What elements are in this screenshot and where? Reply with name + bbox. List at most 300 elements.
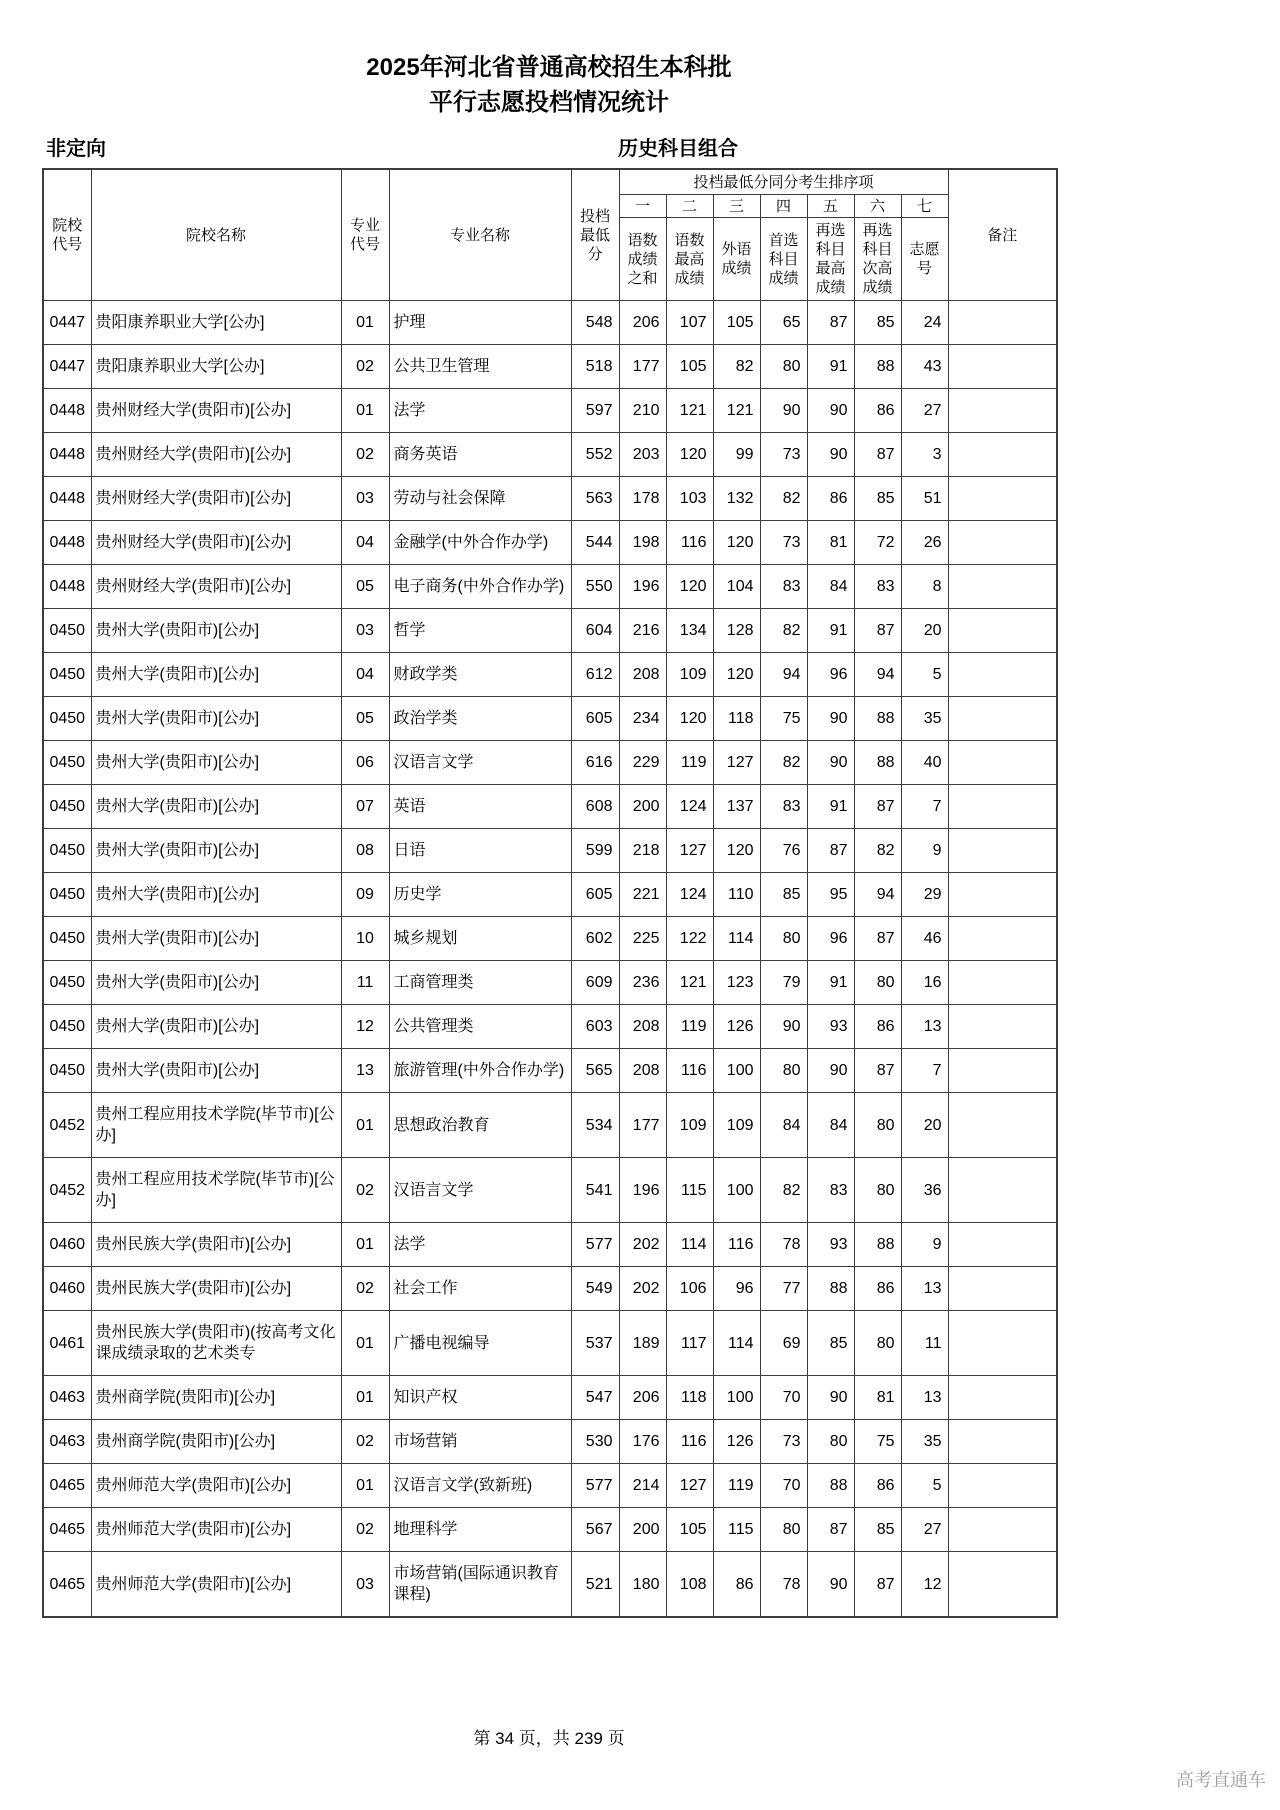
- remark-cell: [948, 741, 1057, 785]
- tie3-cell: 120: [713, 521, 760, 565]
- table-row: [43, 1508, 1057, 1552]
- tie1-cell: 200: [619, 785, 666, 829]
- tie1-cell: 202: [619, 1223, 666, 1267]
- tie4-cell: 70: [760, 1376, 807, 1420]
- tie6-cell: 80: [854, 1158, 901, 1223]
- tie7-cell: 5: [901, 1464, 948, 1508]
- min-score-cell: 518: [571, 345, 619, 389]
- tie3-cell: 127: [713, 741, 760, 785]
- college-name-cell: 贵州大学(贵阳市)[公办]: [91, 1049, 341, 1093]
- college-code-cell: 0450: [43, 829, 91, 873]
- college-name-cell: 贵州工程应用技术学院(毕节市)[公办]: [91, 1158, 341, 1223]
- college-code-cell: 0452: [43, 1158, 91, 1223]
- tie2-cell: 118: [666, 1376, 713, 1420]
- college-name-cell: 贵州财经大学(贵阳市)[公办]: [91, 521, 341, 565]
- tie1-cell: 208: [619, 1005, 666, 1049]
- tie7-cell: 13: [901, 1376, 948, 1420]
- remark-cell: [948, 1508, 1057, 1552]
- remark-cell: [948, 961, 1057, 1005]
- tie-column-label: 再选科目最高成绩: [807, 218, 854, 301]
- watermark: 高考直通车: [1176, 1770, 1266, 1790]
- table-row: [43, 1158, 1057, 1223]
- college-code-cell: 0461: [43, 1311, 91, 1376]
- tie4-cell: 85: [760, 873, 807, 917]
- college-name-cell: 贵州师范大学(贵阳市)[公办]: [91, 1508, 341, 1552]
- tie-column-label: 外语成绩: [713, 218, 760, 301]
- tie3-cell: 126: [713, 1005, 760, 1049]
- remark-cell: [948, 521, 1057, 565]
- major-code-cell: 04: [341, 653, 389, 697]
- remark-cell: [948, 477, 1057, 521]
- college-name-cell: 贵州大学(贵阳市)[公办]: [91, 961, 341, 1005]
- table-row: [43, 917, 1057, 961]
- major-code-cell: 02: [341, 1267, 389, 1311]
- tie2-cell: 119: [666, 1005, 713, 1049]
- major-name-cell: 电子商务(中外合作办学): [389, 565, 571, 609]
- tie4-cell: 75: [760, 697, 807, 741]
- tie4-cell: 80: [760, 1049, 807, 1093]
- tie3-cell: 118: [713, 697, 760, 741]
- college-code-cell: 0465: [43, 1464, 91, 1508]
- tie2-cell: 120: [666, 697, 713, 741]
- col-header-major-code: 专业代号: [341, 169, 389, 301]
- tie-column-label: 再选科目次高成绩: [854, 218, 901, 301]
- tie3-cell: 99: [713, 433, 760, 477]
- tie3-cell: 120: [713, 829, 760, 873]
- tie2-cell: 127: [666, 829, 713, 873]
- college-code-cell: 0450: [43, 1005, 91, 1049]
- tie1-cell: 208: [619, 653, 666, 697]
- min-score-cell: 616: [571, 741, 619, 785]
- major-name-cell: 历史学: [389, 873, 571, 917]
- college-name-cell: 贵州大学(贵阳市)[公办]: [91, 697, 341, 741]
- col-header-min-score: 投档最低分: [571, 169, 619, 301]
- tie2-cell: 121: [666, 961, 713, 1005]
- tie5-cell: 84: [807, 565, 854, 609]
- tie4-cell: 73: [760, 433, 807, 477]
- tie5-cell: 83: [807, 1158, 854, 1223]
- page-title-line2: 平行志愿投档情况统计: [429, 89, 669, 116]
- tie3-cell: 120: [713, 653, 760, 697]
- table-row: [43, 1049, 1057, 1093]
- tie4-cell: 80: [760, 345, 807, 389]
- college-code-cell: 0463: [43, 1420, 91, 1464]
- page-number: 第 34 页，共 239 页: [473, 1729, 625, 1748]
- tie2-cell: 117: [666, 1311, 713, 1376]
- major-name-cell: 法学: [389, 1223, 571, 1267]
- college-name-cell: 贵州大学(贵阳市)[公办]: [91, 917, 341, 961]
- tie-column-label: 语数成绩之和: [619, 218, 666, 301]
- major-code-cell: 05: [341, 697, 389, 741]
- col-header-college-code: 院校代号: [43, 169, 91, 301]
- college-name-cell: 贵州大学(贵阳市)[公办]: [91, 785, 341, 829]
- tie2-cell: 124: [666, 873, 713, 917]
- college-code-cell: 0448: [43, 565, 91, 609]
- tie1-cell: 196: [619, 1158, 666, 1223]
- min-score-cell: 605: [571, 873, 619, 917]
- min-score-cell: 565: [571, 1049, 619, 1093]
- college-name-cell: 贵州财经大学(贵阳市)[公办]: [91, 565, 341, 609]
- min-score-cell: 577: [571, 1223, 619, 1267]
- tie7-cell: 7: [901, 1049, 948, 1093]
- college-name-cell: 贵州商学院(贵阳市)[公办]: [91, 1420, 341, 1464]
- tie6-cell: 86: [854, 1005, 901, 1049]
- tie4-cell: 90: [760, 389, 807, 433]
- tie2-cell: 120: [666, 433, 713, 477]
- tie5-cell: 91: [807, 961, 854, 1005]
- tie-column-number: 七: [901, 195, 948, 218]
- tie3-cell: 100: [713, 1049, 760, 1093]
- tie7-cell: 3: [901, 433, 948, 477]
- major-code-cell: 01: [341, 1376, 389, 1420]
- college-name-cell: 贵州财经大学(贵阳市)[公办]: [91, 389, 341, 433]
- tie6-cell: 88: [854, 697, 901, 741]
- major-code-cell: 01: [341, 1223, 389, 1267]
- tie7-cell: 16: [901, 961, 948, 1005]
- college-code-cell: 0450: [43, 653, 91, 697]
- tie6-cell: 94: [854, 653, 901, 697]
- table-row: [43, 873, 1057, 917]
- college-code-cell: 0450: [43, 917, 91, 961]
- tie3-cell: 132: [713, 477, 760, 521]
- tie6-cell: 86: [854, 1464, 901, 1508]
- tie6-cell: 81: [854, 1376, 901, 1420]
- major-name-cell: 地理科学: [389, 1508, 571, 1552]
- tie1-cell: 236: [619, 961, 666, 1005]
- tie2-cell: 109: [666, 1093, 713, 1158]
- min-score-cell: 534: [571, 1093, 619, 1158]
- tie6-cell: 87: [854, 433, 901, 477]
- tie6-cell: 80: [854, 961, 901, 1005]
- admission-table: [42, 168, 1058, 1618]
- college-code-cell: 0465: [43, 1508, 91, 1552]
- tie3-cell: 126: [713, 1420, 760, 1464]
- tie6-cell: 87: [854, 917, 901, 961]
- major-code-cell: 09: [341, 873, 389, 917]
- major-name-cell: 英语: [389, 785, 571, 829]
- table-row: [43, 1311, 1057, 1376]
- major-name-cell: 市场营销(国际通识教育课程): [389, 1552, 571, 1618]
- remark-cell: [948, 697, 1057, 741]
- remark-cell: [948, 1093, 1057, 1158]
- tie6-cell: 86: [854, 1267, 901, 1311]
- tie7-cell: 40: [901, 741, 948, 785]
- table-row: [43, 609, 1057, 653]
- tie6-cell: 85: [854, 1508, 901, 1552]
- tie5-cell: 90: [807, 1049, 854, 1093]
- college-code-cell: 0460: [43, 1267, 91, 1311]
- min-score-cell: 547: [571, 1376, 619, 1420]
- tie1-cell: 214: [619, 1464, 666, 1508]
- tie7-cell: 29: [901, 873, 948, 917]
- tie4-cell: 79: [760, 961, 807, 1005]
- major-name-cell: 商务英语: [389, 433, 571, 477]
- remark-cell: [948, 1267, 1057, 1311]
- tie1-cell: 203: [619, 433, 666, 477]
- major-code-cell: 06: [341, 741, 389, 785]
- college-name-cell: 贵州大学(贵阳市)[公办]: [91, 1005, 341, 1049]
- major-code-cell: 04: [341, 521, 389, 565]
- tie4-cell: 65: [760, 301, 807, 345]
- tie4-cell: 73: [760, 1420, 807, 1464]
- major-code-cell: 03: [341, 609, 389, 653]
- remark-cell: [948, 433, 1057, 477]
- tie7-cell: 9: [901, 1223, 948, 1267]
- major-code-cell: 02: [341, 433, 389, 477]
- tie6-cell: 88: [854, 741, 901, 785]
- min-score-cell: 609: [571, 961, 619, 1005]
- tie3-cell: 100: [713, 1158, 760, 1223]
- tie5-cell: 87: [807, 829, 854, 873]
- remark-cell: [948, 1158, 1057, 1223]
- tie1-cell: 206: [619, 1376, 666, 1420]
- major-code-cell: 03: [341, 1552, 389, 1618]
- tie3-cell: 105: [713, 301, 760, 345]
- college-code-cell: 0448: [43, 477, 91, 521]
- tie3-cell: 128: [713, 609, 760, 653]
- major-code-cell: 02: [341, 345, 389, 389]
- college-name-cell: 贵州民族大学(贵阳市)(按高考文化课成绩录取的艺术类专: [91, 1311, 341, 1376]
- major-name-cell: 思想政治教育: [389, 1093, 571, 1158]
- college-code-cell: 0450: [43, 1049, 91, 1093]
- tie4-cell: 69: [760, 1311, 807, 1376]
- major-name-cell: 社会工作: [389, 1267, 571, 1311]
- major-code-cell: 10: [341, 917, 389, 961]
- tie4-cell: 78: [760, 1223, 807, 1267]
- page-title-line1: 2025年河北省普通高校招生本科批: [366, 54, 732, 81]
- tie7-cell: 20: [901, 1093, 948, 1158]
- college-name-cell: 贵州民族大学(贵阳市)[公办]: [91, 1223, 341, 1267]
- table-row: [43, 345, 1057, 389]
- table-row: [43, 829, 1057, 873]
- major-name-cell: 广播电视编导: [389, 1311, 571, 1376]
- tie2-cell: 105: [666, 1508, 713, 1552]
- tie1-cell: 216: [619, 609, 666, 653]
- tie1-cell: 189: [619, 1311, 666, 1376]
- tie1-cell: 180: [619, 1552, 666, 1618]
- tie6-cell: 80: [854, 1311, 901, 1376]
- college-code-cell: 0447: [43, 301, 91, 345]
- college-code-cell: 0448: [43, 521, 91, 565]
- table-row: [43, 1223, 1057, 1267]
- page-content: [42, 0, 1056, 1618]
- college-name-cell: 贵阳康养职业大学[公办]: [91, 345, 341, 389]
- tie4-cell: 84: [760, 1093, 807, 1158]
- tie4-cell: 70: [760, 1464, 807, 1508]
- major-name-cell: 法学: [389, 389, 571, 433]
- major-name-cell: 工商管理类: [389, 961, 571, 1005]
- tie4-cell: 94: [760, 653, 807, 697]
- college-code-cell: 0463: [43, 1376, 91, 1420]
- min-score-cell: 550: [571, 565, 619, 609]
- major-name-cell: 汉语言文学(致新班): [389, 1464, 571, 1508]
- tie7-cell: 7: [901, 785, 948, 829]
- tie2-cell: 116: [666, 1420, 713, 1464]
- college-name-cell: 贵阳康养职业大学[公办]: [91, 301, 341, 345]
- major-code-cell: 01: [341, 1464, 389, 1508]
- min-score-cell: 608: [571, 785, 619, 829]
- major-code-cell: 01: [341, 389, 389, 433]
- tie2-cell: 116: [666, 521, 713, 565]
- min-score-cell: 604: [571, 609, 619, 653]
- tie2-cell: 134: [666, 609, 713, 653]
- major-code-cell: 12: [341, 1005, 389, 1049]
- tie6-cell: 88: [854, 345, 901, 389]
- min-score-cell: 603: [571, 1005, 619, 1049]
- tie2-cell: 103: [666, 477, 713, 521]
- col-header-tie-group: 投档最低分同分考生排序项: [619, 169, 948, 195]
- major-name-cell: 政治学类: [389, 697, 571, 741]
- tie2-cell: 120: [666, 565, 713, 609]
- table-row: [43, 477, 1057, 521]
- tie3-cell: 114: [713, 917, 760, 961]
- tie5-cell: 90: [807, 1376, 854, 1420]
- tie1-cell: 210: [619, 389, 666, 433]
- tie6-cell: 94: [854, 873, 901, 917]
- min-score-cell: 567: [571, 1508, 619, 1552]
- tie2-cell: 121: [666, 389, 713, 433]
- tie6-cell: 82: [854, 829, 901, 873]
- tie5-cell: 81: [807, 521, 854, 565]
- col-header-major-name: 专业名称: [389, 169, 571, 301]
- major-code-cell: 02: [341, 1158, 389, 1223]
- tie5-cell: 91: [807, 345, 854, 389]
- tie2-cell: 116: [666, 1049, 713, 1093]
- college-code-cell: 0448: [43, 433, 91, 477]
- header-row-1: [43, 169, 1057, 195]
- tie7-cell: 46: [901, 917, 948, 961]
- college-name-cell: 贵州财经大学(贵阳市)[公办]: [91, 433, 341, 477]
- tie3-cell: 104: [713, 565, 760, 609]
- college-code-cell: 0447: [43, 345, 91, 389]
- tie3-cell: 86: [713, 1552, 760, 1618]
- tie3-cell: 114: [713, 1311, 760, 1376]
- tie2-cell: 114: [666, 1223, 713, 1267]
- tie1-cell: 221: [619, 873, 666, 917]
- major-name-cell: 市场营销: [389, 1420, 571, 1464]
- major-code-cell: 02: [341, 1508, 389, 1552]
- major-name-cell: 劳动与社会保障: [389, 477, 571, 521]
- tie1-cell: 225: [619, 917, 666, 961]
- table-row: [43, 1005, 1057, 1049]
- college-code-cell: 0450: [43, 873, 91, 917]
- tie5-cell: 93: [807, 1005, 854, 1049]
- tie5-cell: 91: [807, 785, 854, 829]
- table-row: [43, 741, 1057, 785]
- tie5-cell: 95: [807, 873, 854, 917]
- major-name-cell: 汉语言文学: [389, 1158, 571, 1223]
- remark-cell: [948, 1376, 1057, 1420]
- tie1-cell: 200: [619, 1508, 666, 1552]
- remark-cell: [948, 653, 1057, 697]
- tie5-cell: 96: [807, 917, 854, 961]
- major-name-cell: 知识产权: [389, 1376, 571, 1420]
- tie-column-number: 二: [666, 195, 713, 218]
- tie6-cell: 85: [854, 301, 901, 345]
- college-code-cell: 0460: [43, 1223, 91, 1267]
- tie4-cell: 82: [760, 741, 807, 785]
- college-name-cell: 贵州大学(贵阳市)[公办]: [91, 609, 341, 653]
- tie-column-number: 五: [807, 195, 854, 218]
- major-name-cell: 财政学类: [389, 653, 571, 697]
- table-body: [43, 301, 1057, 1618]
- major-name-cell: 旅游管理(中外合作办学): [389, 1049, 571, 1093]
- tie5-cell: 90: [807, 1552, 854, 1618]
- tie5-cell: 90: [807, 433, 854, 477]
- tie5-cell: 84: [807, 1093, 854, 1158]
- min-score-cell: 544: [571, 521, 619, 565]
- tie1-cell: 176: [619, 1420, 666, 1464]
- college-name-cell: 贵州民族大学(贵阳市)[公办]: [91, 1267, 341, 1311]
- tie6-cell: 83: [854, 565, 901, 609]
- tie3-cell: 110: [713, 873, 760, 917]
- tie3-cell: 123: [713, 961, 760, 1005]
- min-score-cell: 549: [571, 1267, 619, 1311]
- min-score-cell: 605: [571, 697, 619, 741]
- table-header: [43, 169, 1057, 301]
- tie4-cell: 82: [760, 477, 807, 521]
- tie1-cell: 196: [619, 565, 666, 609]
- min-score-cell: 563: [571, 477, 619, 521]
- major-code-cell: 01: [341, 1311, 389, 1376]
- min-score-cell: 521: [571, 1552, 619, 1618]
- major-code-cell: 08: [341, 829, 389, 873]
- remark-cell: [948, 609, 1057, 653]
- tie3-cell: 109: [713, 1093, 760, 1158]
- sub-labels-row: [42, 132, 1056, 164]
- major-name-cell: 哲学: [389, 609, 571, 653]
- tie2-cell: 122: [666, 917, 713, 961]
- table-row: [43, 389, 1057, 433]
- min-score-cell: 597: [571, 389, 619, 433]
- tie2-cell: 119: [666, 741, 713, 785]
- remark-cell: [948, 1311, 1057, 1376]
- tie1-cell: 206: [619, 301, 666, 345]
- major-code-cell: 05: [341, 565, 389, 609]
- major-code-cell: 01: [341, 301, 389, 345]
- tie5-cell: 96: [807, 653, 854, 697]
- tie2-cell: 109: [666, 653, 713, 697]
- tie5-cell: 88: [807, 1267, 854, 1311]
- table-row: [43, 1093, 1057, 1158]
- major-code-cell: 11: [341, 961, 389, 1005]
- college-name-cell: 贵州工程应用技术学院(毕节市)[公办]: [91, 1093, 341, 1158]
- tie1-cell: 234: [619, 697, 666, 741]
- table-row: [43, 697, 1057, 741]
- remark-cell: [948, 829, 1057, 873]
- table-row: [43, 653, 1057, 697]
- tie1-cell: 202: [619, 1267, 666, 1311]
- major-name-cell: 金融学(中外合作办学): [389, 521, 571, 565]
- college-code-cell: 0448: [43, 389, 91, 433]
- tie-column-number: 六: [854, 195, 901, 218]
- tie4-cell: 80: [760, 917, 807, 961]
- tie6-cell: 87: [854, 1552, 901, 1618]
- major-name-cell: 公共管理类: [389, 1005, 571, 1049]
- tie1-cell: 177: [619, 345, 666, 389]
- remark-cell: [948, 1049, 1057, 1093]
- tie2-cell: 124: [666, 785, 713, 829]
- remark-cell: [948, 1420, 1057, 1464]
- college-code-cell: 0450: [43, 741, 91, 785]
- col-header-college-name: 院校名称: [91, 169, 341, 301]
- remark-cell: [948, 565, 1057, 609]
- tie1-cell: 218: [619, 829, 666, 873]
- tie5-cell: 90: [807, 389, 854, 433]
- tie4-cell: 78: [760, 1552, 807, 1618]
- tie7-cell: 13: [901, 1005, 948, 1049]
- tie7-cell: 8: [901, 565, 948, 609]
